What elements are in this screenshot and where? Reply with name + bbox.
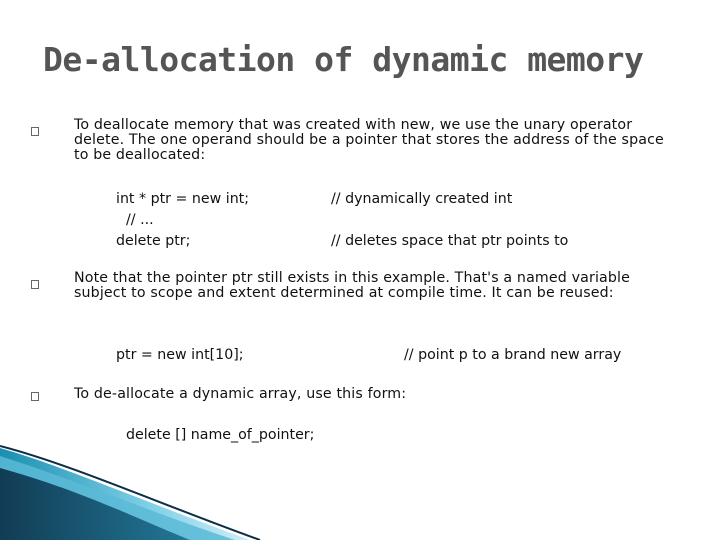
code-line-5: delete [] name_of_pointer; [126,427,315,443]
code-line-2: // ... [126,212,154,228]
code-line-4: ptr = new int[10]; [116,347,244,363]
bullet-marker-icon [31,280,39,289]
decorative-swoosh [0,420,720,540]
bullet-paragraph-2: Note that the pointer ptr still exists in this example. That's a named variable subject to scope and extent determined at compile time. It can be reused: [74,270,631,301]
bullet-marker-icon [31,392,39,401]
bullet-paragraph-1: To deallocate memory that was created with new, we use the unary operator delete. The one operand should be a pointer that stores the address of the space to be deallocated: [74,117,664,163]
bullet-marker-icon [31,127,39,136]
page-title: De-allocation of dynamic memory [43,40,644,79]
code-comment-4: // point p to a brand new array [404,347,622,363]
code-line-1: int * ptr = new int; [116,191,250,207]
code-comment-3: // deletes space that ptr points to [331,233,569,249]
code-comment-1: // dynamically created int [331,191,513,207]
code-line-3: delete ptr; [116,233,191,249]
bullet-paragraph-3: To de-allocate a dynamic array, use this form: [74,386,407,402]
